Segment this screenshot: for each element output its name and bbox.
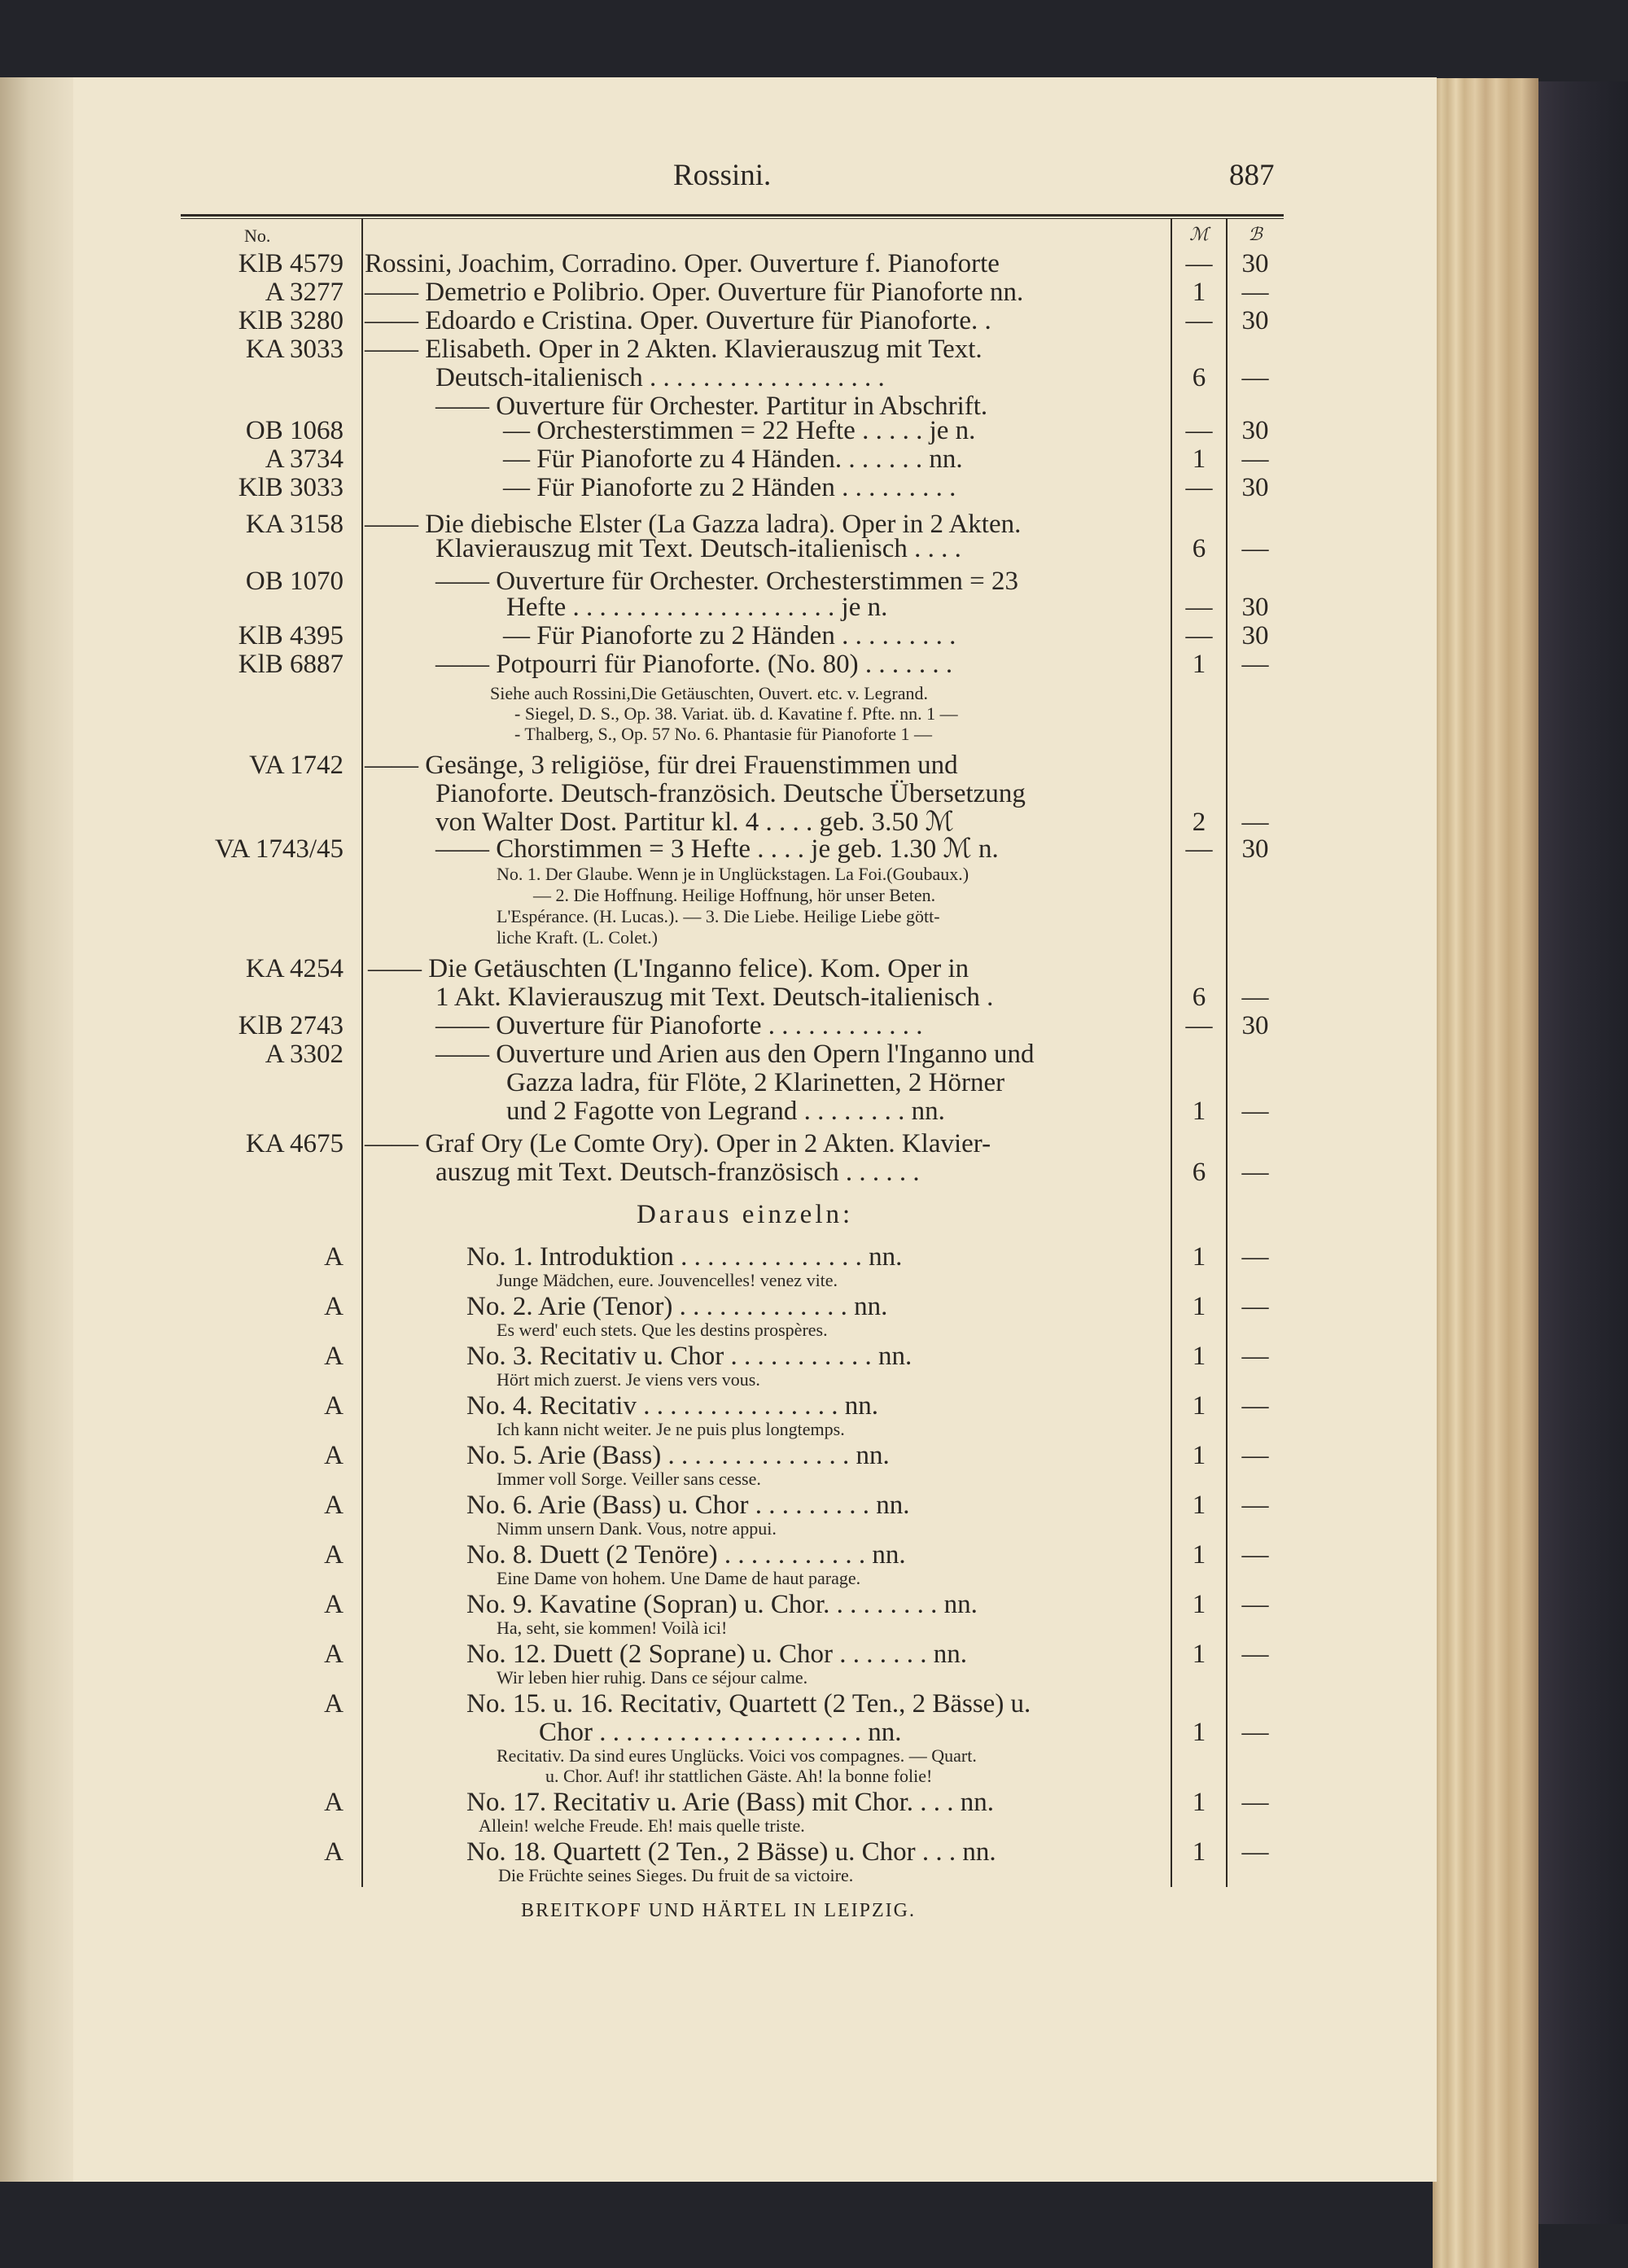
entry-text: und 2 Fagotte von Legrand . . . . . . . . nn.: [506, 1097, 945, 1126]
item-subtitle: Eine Dame von hohem. Une Dame de haut parage.: [497, 1568, 861, 1588]
entry-number: KlB 3280: [238, 306, 344, 335]
entry-text: No. 5. Arie (Bass) . . . . . . . . . . . . . . nn.: [466, 1441, 890, 1470]
rule-right: [1226, 218, 1228, 1887]
price-pfennig: —: [1241, 1342, 1269, 1371]
entry-text: Pianoforte. Deutsch-französich. Deutsche Übersetzung: [435, 779, 1026, 808]
price-pfennig: 30: [1241, 593, 1269, 622]
entry-text: — Für Pianoforte zu 4 Händen. . . . . . . nn.: [503, 444, 963, 474]
price-pfennig: —: [1241, 1491, 1269, 1520]
entry-text: 1 Akt. Klavierauszug mit Text. Deutsch-italienisch .: [435, 983, 994, 1012]
price-mark: 1: [1192, 1590, 1206, 1619]
entry-number: A: [324, 1391, 344, 1421]
item-subtitle: Ich kann nicht weiter. Je ne puis plus longtemps.: [497, 1419, 845, 1439]
running-title: Rossini.: [673, 159, 772, 192]
price-mark: 6: [1192, 363, 1206, 392]
entry-text: No. 6. Arie (Bass) u. Chor . . . . . . . . . nn.: [466, 1491, 910, 1520]
page-gutter: [0, 77, 73, 2182]
price-pfennig: —: [1241, 808, 1269, 837]
entry-number: KA 3158: [245, 510, 344, 539]
item-subtitle: u. Chor. Auf! ihr stattlichen Gäste. Ah! la bonne folie!: [545, 1766, 933, 1786]
entry-text: —— Ouverture für Orchester. Orchesterstimmen = 23: [435, 567, 1018, 596]
item-subtitle: Hört mich zuerst. Je viens vers vous.: [497, 1369, 760, 1390]
item-subtitle: Junge Mädchen, eure. Jouvencelles! venez vite.: [497, 1270, 838, 1290]
entry-number: OB 1070: [245, 567, 344, 596]
entry-text: —— Die diebische Elster (La Gazza ladra). Oper in 2 Akten.: [365, 510, 1022, 539]
entry-number: A: [324, 1242, 344, 1272]
entry-text: Hefte . . . . . . . . . . . . . . . . . . . . je n.: [506, 593, 888, 622]
price-mark: 1: [1192, 1391, 1206, 1421]
price-pfennig: —: [1241, 1540, 1269, 1570]
header-rule-thin: [181, 218, 1284, 219]
price-mark: —: [1185, 834, 1213, 864]
price-pfennig: —: [1241, 1242, 1269, 1272]
item-subtitle: Immer voll Sorge. Veiller sans cesse.: [497, 1469, 761, 1489]
page-number: 887: [1229, 159, 1275, 192]
col-head-pfennig: ℬ: [1248, 224, 1263, 244]
entry-text: —— Ouverture für Pianoforte . . . . . . . . . . . .: [435, 1011, 923, 1040]
note-line: - Thalberg, S., Op. 57 No. 6. Phantasie für Pianoforte 1 —: [514, 724, 933, 744]
entry-number: A: [324, 1540, 344, 1570]
entry-number: KlB 3033: [238, 473, 344, 502]
entry-text: —— Gesänge, 3 religiöse, für drei Frauenstimmen und: [365, 751, 958, 780]
entry-text: No. 3. Recitativ u. Chor . . . . . . . . . . . nn.: [466, 1342, 912, 1371]
entry-text: Gazza ladra, für Flöte, 2 Klarinetten, 2 Hörner: [506, 1068, 1005, 1097]
header-rule: [181, 214, 1284, 217]
entry-number: A 3302: [265, 1040, 344, 1069]
entry-text: —— Elisabeth. Oper in 2 Akten. Klavierauszug mit Text.: [365, 335, 982, 364]
item-subtitle: Die Früchte seines Sieges. Du fruit de sa victoire.: [498, 1865, 854, 1885]
price-pfennig: —: [1241, 1640, 1269, 1669]
price-pfennig: 30: [1241, 621, 1269, 650]
col-head-no: No.: [244, 225, 271, 246]
entry-text: — Orchesterstimmen = 22 Hefte . . . . . je n.: [503, 416, 976, 445]
item-subtitle: Recitativ. Da sind eures Unglücks. Voici vos compagnes. — Quart.: [497, 1745, 977, 1766]
rule-mid: [1171, 218, 1172, 1887]
page-edges: [1433, 78, 1538, 2268]
price-mark: 6: [1192, 1158, 1206, 1187]
entry-text: No. 1. Introduktion . . . . . . . . . . . . . . nn.: [466, 1242, 903, 1272]
item-subtitle: Nimm unsern Dank. Vous, notre appui.: [497, 1518, 777, 1539]
entry-text: —— Die Getäuschten (L'Inganno felice). Kom. Oper in: [368, 954, 969, 983]
price-mark: 1: [1192, 1441, 1206, 1470]
entry-number: VA 1742: [249, 751, 344, 780]
item-subtitle: Allein! welche Freude. Eh! mais quelle triste.: [479, 1815, 805, 1836]
price-mark: 1: [1192, 650, 1206, 679]
rule-left: [361, 218, 363, 1887]
entry-number: A: [324, 1491, 344, 1520]
price-mark: —: [1185, 1011, 1213, 1040]
price-mark: —: [1185, 416, 1213, 445]
price-mark: 1: [1192, 1718, 1206, 1747]
note-line: liche Kraft. (L. Colet.): [497, 927, 658, 948]
note-line: Siehe auch Rossini,Die Getäuschten, Ouvert. etc. v. Legrand.: [490, 683, 929, 703]
entry-number: A 3277: [265, 278, 344, 307]
price-mark: 6: [1192, 983, 1206, 1012]
price-pfennig: —: [1241, 278, 1269, 307]
entry-number: KA 4254: [245, 954, 344, 983]
item-subtitle: Wir leben hier ruhig. Dans ce séjour calme.: [497, 1667, 808, 1688]
entry-text: No. 17. Recitativ u. Arie (Bass) mit Chor. . . . nn.: [466, 1788, 995, 1817]
price-mark: 1: [1192, 278, 1206, 307]
price-mark: 1: [1192, 444, 1206, 474]
price-pfennig: —: [1241, 1441, 1269, 1470]
price-mark: 1: [1192, 1491, 1206, 1520]
entry-text: —— Demetrio e Polibrio. Oper. Ouverture für Pianoforte nn.: [365, 278, 1024, 307]
note-line: No. 1. Der Glaube. Wenn je in Unglückstagen. La Foi.(Goubaux.): [497, 864, 969, 884]
price-mark: 1: [1192, 1788, 1206, 1817]
price-pfennig: —: [1241, 1097, 1269, 1126]
entry-text: Rossini, Joachim, Corradino. Oper. Ouverture f. Pianoforte: [365, 249, 1000, 278]
price-mark: —: [1185, 473, 1213, 502]
price-pfennig: 30: [1241, 834, 1269, 864]
price-pfennig: 30: [1241, 306, 1269, 335]
price-pfennig: —: [1241, 1292, 1269, 1321]
price-mark: 2: [1192, 808, 1206, 837]
entry-text: No. 9. Kavatine (Sopran) u. Chor. . . . . . . . . nn.: [466, 1590, 978, 1619]
entry-number: KA 4675: [245, 1129, 344, 1158]
entry-number: KlB 4579: [238, 249, 344, 278]
price-pfennig: —: [1241, 534, 1269, 563]
entry-number: KlB 2743: [238, 1011, 344, 1040]
price-mark: 1: [1192, 1097, 1206, 1126]
entry-text: —— Ouverture für Orchester. Partitur in Abschrift.: [435, 392, 988, 421]
price-pfennig: —: [1241, 650, 1269, 679]
price-pfennig: 30: [1241, 416, 1269, 445]
entry-number: A: [324, 1837, 344, 1867]
entry-text: —— Potpourri für Pianoforte. (No. 80) . . . . . . .: [435, 650, 953, 679]
price-pfennig: —: [1241, 1788, 1269, 1817]
price-pfennig: 30: [1241, 473, 1269, 502]
entry-text: —— Edoardo e Cristina. Oper. Ouverture für Pianoforte. .: [365, 306, 991, 335]
price-pfennig: —: [1241, 1837, 1269, 1867]
entry-number: A: [324, 1342, 344, 1371]
entry-text: Deutsch-italienisch . . . . . . . . . . . . . . . . . .: [435, 363, 885, 392]
entry-number: A: [324, 1788, 344, 1817]
note-line: - Siegel, D. S., Op. 38. Variat. üb. d. Kavatine f. Pfte. nn. 1 —: [514, 703, 958, 724]
entry-text: No. 12. Duett (2 Soprane) u. Chor . . . . . . . nn.: [466, 1640, 968, 1669]
entry-number: A: [324, 1590, 344, 1619]
note-line: L'Espérance. (H. Lucas.). — 3. Die Liebe. Heilige Liebe gött-: [497, 906, 940, 926]
entry-number: VA 1743/45: [214, 834, 344, 864]
entry-text: —— Chorstimmen = 3 Hefte . . . . je geb. 1.30 ℳ n.: [435, 834, 999, 864]
entry-text: No. 8. Duett (2 Tenöre) . . . . . . . . . . . nn.: [466, 1540, 906, 1570]
entry-text: No. 15. u. 16. Recitativ, Quartett (2 Ten., 2 Bässe) u.: [466, 1689, 1031, 1719]
price-pfennig: —: [1241, 1391, 1269, 1421]
entry-number: KA 3033: [245, 335, 344, 364]
entry-text: —— Graf Ory (Le Comte Ory). Oper in 2 Akten. Klavier-: [365, 1129, 991, 1158]
entry-text: — Für Pianoforte zu 2 Händen . . . . . . . . .: [503, 621, 956, 650]
item-subtitle: Ha, seht, sie kommen! Voilà ici!: [497, 1618, 728, 1638]
col-head-mark: ℳ: [1189, 224, 1209, 244]
price-pfennig: —: [1241, 1590, 1269, 1619]
entry-text: — Für Pianoforte zu 2 Händen . . . . . . . . .: [503, 473, 956, 502]
price-pfennig: —: [1241, 1718, 1269, 1747]
section-heading: Daraus einzeln:: [637, 1200, 854, 1229]
entry-text: —— Ouverture und Arien aus den Opern l'Inganno und: [435, 1040, 1035, 1069]
entry-number: A: [324, 1292, 344, 1321]
price-mark: 1: [1192, 1540, 1206, 1570]
entry-number: KlB 4395: [238, 621, 344, 650]
entry-text: No. 18. Quartett (2 Ten., 2 Bässe) u. Chor . . . nn.: [466, 1837, 996, 1867]
price-mark: 1: [1192, 1242, 1206, 1272]
entry-number: KlB 6887: [238, 650, 344, 679]
entry-number: A: [324, 1689, 344, 1719]
price-mark: —: [1185, 593, 1213, 622]
price-mark: 1: [1192, 1837, 1206, 1867]
price-mark: —: [1185, 249, 1213, 278]
note-line: — 2. Die Hoffnung. Heilige Hoffnung, hör unser Beten.: [533, 885, 936, 905]
price-mark: 6: [1192, 534, 1206, 563]
item-subtitle: Es werd' euch stets. Que les destins prospères.: [497, 1320, 828, 1340]
price-pfennig: —: [1241, 1158, 1269, 1187]
price-mark: —: [1185, 621, 1213, 650]
price-mark: 1: [1192, 1292, 1206, 1321]
price-pfennig: 30: [1241, 249, 1269, 278]
price-mark: 1: [1192, 1640, 1206, 1669]
entry-text: von Walter Dost. Partitur kl. 4 . . . . geb. 3.50 ℳ: [435, 808, 954, 837]
price-pfennig: —: [1241, 444, 1269, 474]
publisher-footer: BREITKOPF UND HÄRTEL IN LEIPZIG.: [521, 1900, 916, 1921]
entry-text: Chor . . . . . . . . . . . . . . . . . . . . nn.: [539, 1718, 902, 1747]
price-mark: 1: [1192, 1342, 1206, 1371]
entry-number: OB 1068: [245, 416, 344, 445]
price-pfennig: 30: [1241, 1011, 1269, 1040]
entry-text: auszug mit Text. Deutsch-französisch . . . . . .: [435, 1158, 920, 1187]
entry-text: Klavierauszug mit Text. Deutsch-italienisch . . . .: [435, 534, 961, 563]
price-pfennig: —: [1241, 983, 1269, 1012]
entry-text: No. 2. Arie (Tenor) . . . . . . . . . . . . . nn.: [466, 1292, 888, 1321]
price-mark: —: [1185, 306, 1213, 335]
entry-number: A: [324, 1640, 344, 1669]
entry-number: A 3734: [265, 444, 344, 474]
price-pfennig: —: [1241, 363, 1269, 392]
entry-text: No. 4. Recitativ . . . . . . . . . . . . . . . nn.: [466, 1391, 878, 1421]
book-cover: [1530, 81, 1628, 2224]
entry-number: A: [324, 1441, 344, 1470]
